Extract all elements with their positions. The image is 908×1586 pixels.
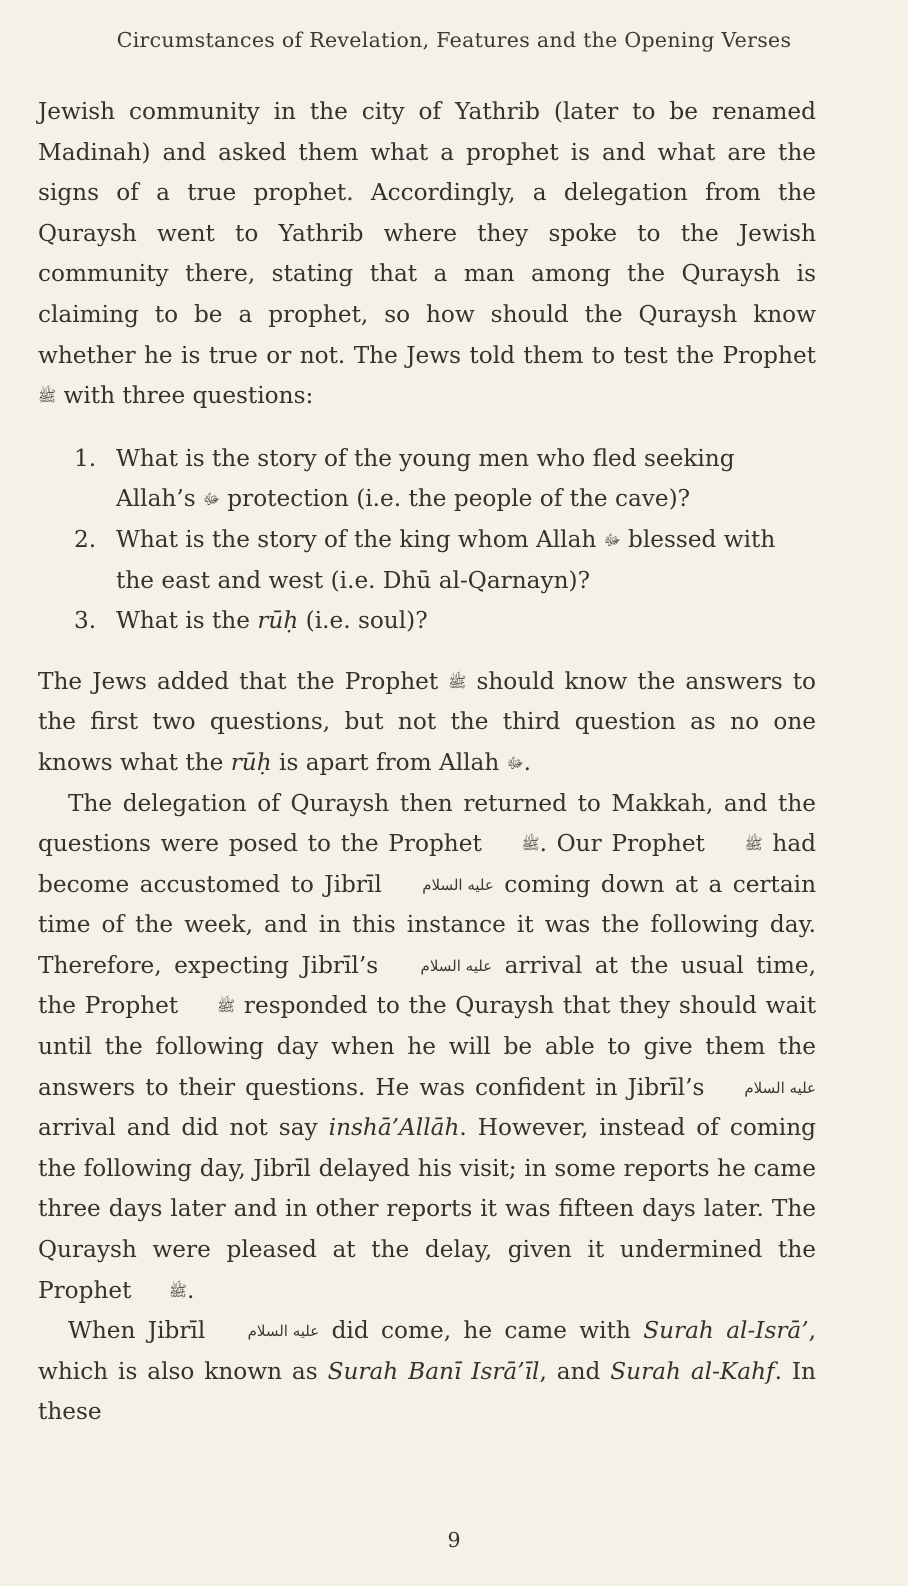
list-number: 2. — [74, 525, 97, 553]
list-item — [38, 601, 816, 642]
allah-honorific-icon: ﷻ — [202, 490, 220, 509]
punctuation: . — [186, 1276, 195, 1304]
paragraph-3-text-h: . However, instead of coming the following day, Jibrīl delayed his visit; in some reports he came three days later and in other reports it was fifteen days later. The Quraysh were pleased at the delay, given it undermined the Prophet — [38, 1114, 816, 1304]
alayhi-salam-icon: عليه السلام — [420, 956, 493, 975]
list-number: 1. — [74, 444, 97, 472]
paragraph-3-text-d: coming down at a certain time of the week, and in this instance it was the following day. Therefore, expecting Jibrīl’s — [38, 870, 817, 979]
paragraph-4-text-b: did come, he came with — [331, 1317, 631, 1345]
salawat-mark-icon: ﷺ — [448, 672, 467, 691]
arabic-term: rūḥ — [257, 607, 299, 635]
question-text-b: (i.e. soul)? — [305, 607, 428, 635]
question-text-a: What is the story of the king whom Allah — [116, 525, 597, 553]
running-head: Circumstances of Revelation, Features and the Opening Verses — [116, 28, 792, 52]
list-number: 3. — [74, 607, 97, 635]
arabic-term: rūḥ — [230, 748, 272, 776]
paragraph-1-text-b: with three questions: — [63, 382, 314, 410]
alayhi-salam-icon: عليه السلام — [744, 1078, 816, 1097]
paragraph-1 — [38, 92, 816, 417]
allah-honorific-icon: ﷻ — [603, 530, 621, 549]
salawat-mark-icon: ﷺ — [744, 835, 763, 854]
list-item — [38, 520, 816, 601]
paragraph-4-text-a: When Jibrīl — [68, 1317, 206, 1345]
list-item — [38, 439, 816, 520]
paragraph-3-text-g: arrival and did not say — [38, 1114, 318, 1142]
salawat-mark-icon: ﷺ — [168, 1281, 187, 1300]
paragraph-4-text-e: . In these — [38, 1357, 816, 1426]
paragraph-4-text-c: , which is also known as — [38, 1317, 816, 1385]
surah-name: Surah al-Isrā’ — [643, 1317, 809, 1345]
question-text-a: What is the — [116, 607, 250, 635]
question-text-b: blessed with the east and west (i.e. Dhū al-Qarnayn)? — [116, 525, 776, 594]
salawat-mark-icon: ﷺ — [38, 387, 57, 406]
page-number: 9 — [447, 1528, 461, 1552]
paragraph-2 — [38, 662, 816, 784]
surah-name: Surah al-Kahf — [610, 1357, 775, 1385]
paragraph-3 — [38, 784, 816, 1312]
salawat-mark-icon: ﷺ — [521, 835, 540, 854]
paragraph-3-text-e: arrival at the usual time, the Prophet — [38, 951, 816, 1020]
paragraph-4-text-d: , and — [539, 1357, 601, 1385]
paragraph-3-text-f: responded to the Quraysh that they should wait until the following day when he will be able to give them the answers to their questions. He was confident in Jibrīl’s — [38, 992, 817, 1101]
punctuation: . — [523, 748, 532, 776]
paragraph-2-text-a: The Jews added that the Prophet — [38, 667, 439, 695]
paragraph-1-text-a: Jewish community in the city of Yathrib (later to be renamed Madinah) and asked them what a prophet is and what are the signs of a true prophet. Accordingly, a delegation from the Quraysh went to Yathrib where they spoke to the Jewish community there, stating that a man among the Quraysh is claiming to be a prophet, so how should the Quraysh know whether he is true or not. The Jews told them to test the Prophet — [38, 98, 816, 369]
alayhi-salam-icon: عليه السلام — [422, 875, 494, 894]
question-text — [116, 439, 816, 520]
question-text — [116, 520, 816, 601]
paragraph-3-text-b: . Our Prophet — [539, 830, 705, 858]
salawat-mark-icon: ﷺ — [217, 997, 236, 1016]
alayhi-salam-icon: عليه السلام — [247, 1322, 320, 1341]
paragraph-2-text-c: is apart from Allah — [279, 748, 500, 776]
paragraph-3-text-a: The delegation of Quraysh then returned to Makkah, and the questions were posed to the Prophet — [38, 789, 816, 858]
paragraph-4 — [38, 1311, 816, 1433]
body-text — [38, 92, 816, 1433]
surah-name: Surah Banī Isrā’īl — [327, 1357, 540, 1385]
questions-list — [38, 439, 816, 642]
question-text-b: protection (i.e. the people of the cave)? — [227, 485, 691, 513]
allah-honorific-icon: ﷻ — [506, 753, 524, 772]
paragraph-2-text-b: should know the answers to the first two questions, but not the third question as no one knows what the — [38, 667, 816, 776]
question-text-a: What is the story of the young men who fled seeking Allah’s — [116, 444, 735, 513]
arabic-term: inshā’Allāh — [328, 1114, 460, 1142]
question-text — [116, 601, 816, 642]
paragraph-3-text-c: had become accustomed to Jibrīl — [38, 830, 817, 898]
